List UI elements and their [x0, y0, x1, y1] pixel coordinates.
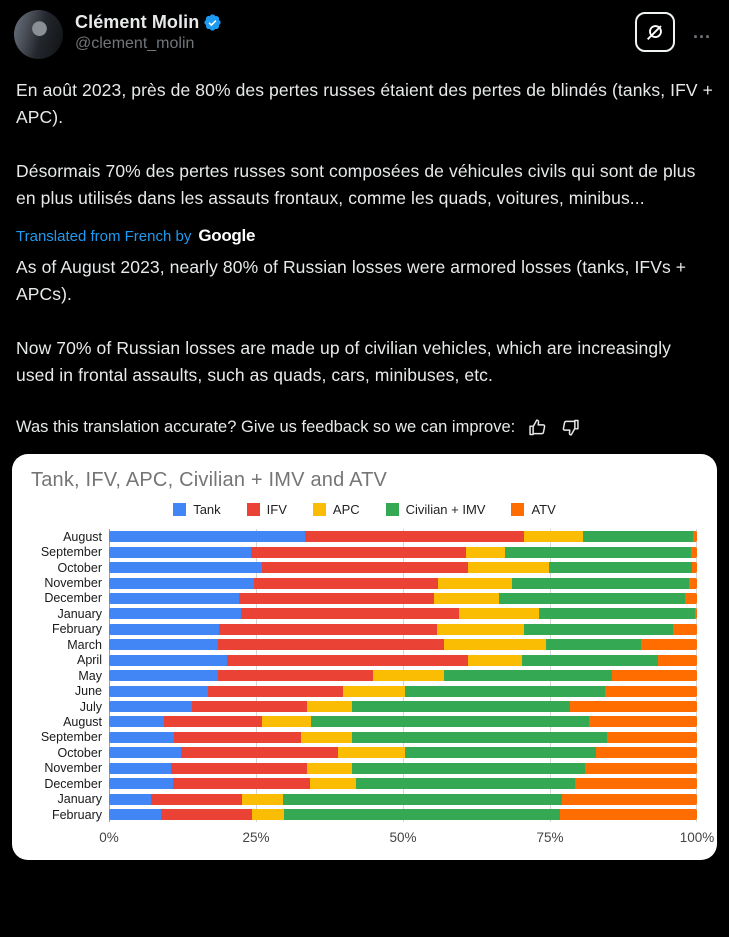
chart-row	[31, 776, 698, 791]
bar-segment-apc[interactable]	[338, 747, 406, 758]
legend-item	[511, 502, 555, 517]
bar-segment-apc[interactable]	[242, 794, 283, 805]
bar-segment-tank[interactable]	[109, 778, 173, 789]
bar-segment-civilian-imv[interactable]	[444, 670, 612, 681]
thumbs-down-icon	[560, 417, 581, 438]
bar-segment-atv[interactable]	[605, 686, 697, 697]
legend-label: APC	[332, 502, 360, 517]
row-label: October	[57, 560, 102, 575]
x-axis-tick: 0%	[99, 830, 119, 846]
bar-segment-ifv[interactable]	[218, 670, 373, 681]
legend-swatch	[173, 503, 186, 516]
row-label: May	[78, 668, 102, 683]
row-label: January	[57, 606, 102, 621]
bar-segment-tank[interactable]	[109, 701, 192, 712]
bar-segment-civilian-imv[interactable]	[405, 747, 596, 758]
chart-row	[31, 606, 698, 621]
bar-segment-apc[interactable]	[466, 547, 504, 558]
bar-segment-civilian-imv[interactable]	[405, 686, 605, 697]
bar-segment-atv[interactable]	[641, 639, 697, 650]
row-label: October	[57, 745, 102, 760]
chart-row	[31, 791, 698, 806]
chart-row	[31, 699, 698, 714]
bar-segment-tank[interactable]	[109, 593, 239, 604]
chart-row	[31, 730, 698, 745]
stacked-bar[interactable]	[109, 794, 697, 805]
author-handle[interactable]: @clement_molin	[75, 35, 195, 52]
bar-segment-atv[interactable]	[562, 794, 697, 805]
bar-segment-civilian-imv[interactable]	[546, 639, 641, 650]
bar-segment-tank[interactable]	[109, 670, 218, 681]
row-label: March	[67, 637, 102, 652]
row-label: November	[44, 576, 102, 591]
stacked-bar[interactable]	[109, 655, 697, 666]
grok-button[interactable]	[635, 12, 675, 52]
bar-segment-civilian-imv[interactable]	[583, 531, 693, 542]
bar-segment-tank[interactable]	[109, 547, 251, 558]
bar-segment-atv[interactable]	[560, 809, 697, 820]
bar-segment-tank[interactable]	[109, 531, 305, 542]
chart-row	[31, 653, 698, 668]
stacked-bar[interactable]	[109, 608, 697, 619]
bar-segment-atv[interactable]	[691, 547, 697, 558]
thumbs-up-icon	[527, 417, 548, 438]
bar-segment-apc[interactable]	[252, 809, 283, 820]
stacked-bar[interactable]	[109, 578, 697, 589]
stacked-bar[interactable]	[109, 686, 697, 697]
chart-row	[31, 668, 698, 683]
original-paragraph-1: En août 2023, près de 80% des pertes russes étaient des pertes de blindés (tanks, IFV + APC).	[16, 80, 713, 127]
bar-segment-ifv[interactable]	[305, 531, 523, 542]
bar-segment-civilian-imv[interactable]	[283, 794, 562, 805]
bar-segment-civilian-imv[interactable]	[284, 809, 560, 820]
stacked-bar[interactable]	[109, 763, 697, 774]
bar-segment-ifv[interactable]	[227, 655, 469, 666]
row-label: February	[51, 622, 102, 637]
row-label: December	[44, 776, 102, 791]
stacked-bar[interactable]	[109, 624, 697, 635]
bar-segment-atv[interactable]	[692, 562, 697, 573]
chart-row	[31, 591, 698, 606]
bar-segment-civilian-imv[interactable]	[522, 655, 658, 666]
bar-segment-apc[interactable]	[343, 686, 405, 697]
bar-segment-apc[interactable]	[438, 578, 512, 589]
stacked-bar[interactable]	[109, 778, 697, 789]
chart-plot	[31, 529, 698, 822]
bar-segment-tank[interactable]	[109, 655, 227, 666]
bar-segment-tank[interactable]	[109, 639, 218, 650]
bar-segment-apc[interactable]	[307, 763, 353, 774]
chart-card	[12, 454, 717, 860]
bar-segment-civilian-imv[interactable]	[499, 593, 685, 604]
verified-badge-icon	[203, 13, 222, 32]
legend-label: Civilian + IMV	[405, 502, 486, 517]
legend-label: IFV	[266, 502, 287, 517]
bar-segment-civilian-imv[interactable]	[512, 578, 689, 589]
x-axis-tick: 100%	[679, 830, 715, 846]
stacked-bar[interactable]	[109, 639, 697, 650]
bar-segment-civilian-imv[interactable]	[356, 778, 575, 789]
bar-segment-tank[interactable]	[109, 686, 208, 697]
stacked-bar[interactable]	[109, 593, 697, 604]
chart-row	[31, 622, 698, 637]
stacked-bar[interactable]	[109, 716, 697, 727]
stacked-bar[interactable]	[109, 732, 697, 743]
bar-segment-civilian-imv[interactable]	[352, 732, 607, 743]
bar-segment-atv[interactable]	[585, 763, 697, 774]
bar-segment-ifv[interactable]	[239, 593, 434, 604]
chart-rows	[31, 529, 698, 822]
chart-row	[31, 807, 698, 822]
bar-segment-atv[interactable]	[612, 670, 697, 681]
row-label: January	[57, 792, 102, 807]
bar-segment-apc[interactable]	[459, 608, 539, 619]
bar-segment-apc[interactable]	[524, 531, 583, 542]
legend-item	[247, 502, 287, 517]
grok-icon	[644, 21, 666, 43]
feedback-prompt: Was this translation accurate? Give us feedback so we can improve:	[16, 418, 516, 436]
bar-segment-tank[interactable]	[109, 809, 161, 820]
translated-paragraph-2: Now 70% of Russian losses are made up of civilian vehicles, which are increasingly used in frontal assaults, such as quads, cars, minibuses, etc.	[16, 338, 672, 385]
row-label: September	[40, 730, 102, 745]
header-actions	[635, 10, 715, 52]
legend-item	[313, 502, 360, 517]
legend-label: Tank	[193, 502, 221, 517]
avatar[interactable]	[14, 10, 63, 59]
bar-segment-ifv[interactable]	[173, 778, 311, 789]
translated-text	[16, 254, 713, 389]
bar-segment-civilian-imv[interactable]	[352, 701, 570, 712]
bar-segment-ifv[interactable]	[171, 763, 306, 774]
bar-segment-ifv[interactable]	[241, 608, 459, 619]
bar-segment-tank[interactable]	[109, 732, 174, 743]
row-label: June	[74, 684, 102, 699]
bar-segment-apc[interactable]	[434, 593, 500, 604]
bar-segment-civilian-imv[interactable]	[352, 763, 584, 774]
thumbs-down-button[interactable]	[560, 417, 581, 438]
bar-segment-atv[interactable]	[695, 608, 697, 619]
bar-segment-tank[interactable]	[109, 624, 219, 635]
translation-feedback	[16, 417, 713, 438]
chart-row	[31, 529, 698, 544]
x-axis-tick: 50%	[389, 830, 417, 846]
bar-segment-ifv[interactable]	[151, 794, 243, 805]
row-label: November	[44, 761, 102, 776]
bar-segment-atv[interactable]	[575, 778, 697, 789]
bar-segment-atv[interactable]	[658, 655, 697, 666]
bar-segment-ifv[interactable]	[192, 701, 307, 712]
stacked-bar[interactable]	[109, 547, 697, 558]
chart-row	[31, 761, 698, 776]
original-text	[16, 77, 713, 212]
google-logo: Google	[198, 226, 256, 245]
legend-item	[173, 502, 220, 517]
row-label: February	[51, 807, 102, 822]
chart-row	[31, 544, 698, 559]
translated-from-link[interactable]: Translated from French by	[16, 228, 192, 245]
row-label: August	[63, 529, 102, 544]
translated-paragraph-1: As of August 2023, nearly 80% of Russian losses were armored losses (tanks, IFVs + APCs).	[16, 257, 687, 304]
bar-segment-ifv[interactable]	[218, 639, 444, 650]
author-name[interactable]: Clément Molin	[75, 12, 200, 32]
legend-item	[386, 502, 486, 517]
more-button[interactable]: ...	[689, 12, 715, 52]
thumbs-up-button[interactable]	[527, 417, 548, 438]
bar-segment-apc[interactable]	[301, 732, 352, 743]
row-label: September	[40, 545, 102, 560]
bar-segment-civilian-imv[interactable]	[311, 716, 590, 727]
x-axis-tick: 25%	[242, 830, 270, 846]
bar-segment-tank[interactable]	[109, 716, 164, 727]
bar-segment-tank[interactable]	[109, 763, 171, 774]
bar-segment-apc[interactable]	[468, 562, 550, 573]
bar-segment-civilian-imv[interactable]	[524, 624, 673, 635]
stacked-bar[interactable]	[109, 531, 697, 542]
tweet-body	[0, 77, 729, 438]
x-axis-tick: 75%	[536, 830, 564, 846]
chart-x-axis	[99, 826, 715, 850]
original-paragraph-2: Désormais 70% des pertes russes sont composées de véhicules civils qui sont de plus en plus utilisés dans les assauts frontaux, comme les quads, voitures, minibus...	[16, 161, 696, 208]
bar-segment-tank[interactable]	[109, 747, 181, 758]
bar-segment-apc[interactable]	[444, 639, 546, 650]
bar-segment-civilian-imv[interactable]	[539, 608, 695, 619]
chart-title: Tank, IFV, APC, Civilian + IMV and ATV	[31, 469, 388, 491]
bar-segment-tank[interactable]	[109, 608, 241, 619]
stacked-bar[interactable]	[109, 809, 697, 820]
legend-swatch	[386, 503, 399, 516]
legend-swatch	[313, 503, 326, 516]
legend-swatch	[511, 503, 524, 516]
legend-label: ATV	[531, 502, 556, 517]
bar-segment-atv[interactable]	[570, 701, 697, 712]
bar-segment-apc[interactable]	[310, 778, 356, 789]
bar-segment-ifv[interactable]	[161, 809, 253, 820]
translation-attribution	[16, 226, 713, 246]
bar-segment-ifv[interactable]	[174, 732, 302, 743]
bar-segment-tank[interactable]	[109, 578, 254, 589]
stacked-bar[interactable]	[109, 701, 697, 712]
stacked-bar[interactable]	[109, 562, 697, 573]
chart-row	[31, 683, 698, 698]
stacked-bar[interactable]	[109, 670, 697, 681]
bar-segment-ifv[interactable]	[164, 716, 262, 727]
bar-segment-ifv[interactable]	[254, 578, 439, 589]
bar-segment-apc[interactable]	[468, 655, 522, 666]
bar-segment-atv[interactable]	[693, 531, 697, 542]
bar-segment-tank[interactable]	[109, 794, 151, 805]
bar-segment-atv[interactable]	[673, 624, 697, 635]
bar-segment-apc[interactable]	[307, 701, 353, 712]
bar-segment-atv[interactable]	[607, 732, 697, 743]
author-block	[75, 10, 635, 53]
chart-legend	[31, 502, 698, 517]
chart-row	[31, 575, 698, 590]
row-label: August	[63, 714, 102, 729]
chart-row	[31, 714, 698, 729]
row-label: July	[79, 699, 102, 714]
legend-swatch	[247, 503, 260, 516]
bar-segment-tank[interactable]	[109, 562, 262, 573]
bar-segment-atv[interactable]	[685, 593, 697, 604]
row-label: April	[76, 653, 102, 668]
tweet-header	[0, 0, 729, 59]
bar-segment-atv[interactable]	[589, 716, 697, 727]
bar-segment-ifv[interactable]	[251, 547, 466, 558]
bar-segment-ifv[interactable]	[181, 747, 338, 758]
bar-segment-apc[interactable]	[373, 670, 444, 681]
stacked-bar[interactable]	[109, 747, 697, 758]
bar-segment-civilian-imv[interactable]	[549, 562, 691, 573]
bar-segment-apc[interactable]	[437, 624, 524, 635]
bar-segment-apc[interactable]	[262, 716, 311, 727]
bar-segment-atv[interactable]	[689, 578, 697, 589]
row-label: December	[44, 591, 102, 606]
bar-segment-atv[interactable]	[596, 747, 697, 758]
bar-segment-ifv[interactable]	[208, 686, 343, 697]
chart-row	[31, 560, 698, 575]
chart-row	[31, 745, 698, 760]
bar-segment-ifv[interactable]	[262, 562, 468, 573]
bar-segment-ifv[interactable]	[219, 624, 437, 635]
bar-segment-civilian-imv[interactable]	[505, 547, 691, 558]
chart-row	[31, 637, 698, 652]
